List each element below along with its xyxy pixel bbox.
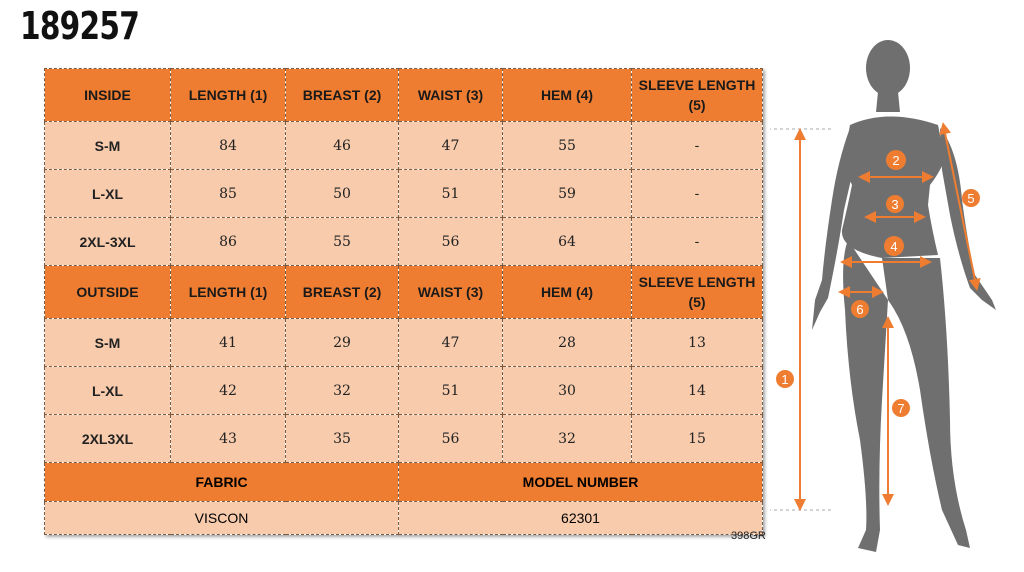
value-cell: 51 (399, 367, 503, 415)
fabric-value: VISCON (45, 502, 399, 535)
value-cell: - (632, 170, 763, 218)
value-cell: 32 (503, 415, 632, 463)
size-cell: S-M (45, 122, 171, 170)
header-cell: WAIST (3) (399, 266, 503, 319)
header-cell: INSIDE (45, 69, 171, 122)
marker-2 (886, 150, 906, 170)
svg-text:6: 6 (856, 302, 864, 317)
marker-1 (776, 370, 794, 388)
marker-5 (962, 189, 980, 207)
marker-7 (892, 399, 910, 417)
header-cell: LENGTH (1) (171, 266, 286, 319)
header-cell: SLEEVE LENGTH (5) (632, 69, 763, 122)
value-cell: 29 (286, 319, 399, 367)
value-cell: 46 (286, 122, 399, 170)
header-cell: BREAST (2) (286, 69, 399, 122)
measurement-figure (770, 0, 1024, 572)
value-cell: 59 (503, 170, 632, 218)
marker-3 (886, 195, 904, 213)
table-row (45, 122, 763, 170)
value-cell: - (632, 218, 763, 266)
header-cell: HEM (4) (503, 266, 632, 319)
value-cell: - (632, 122, 763, 170)
value-cell: 55 (503, 122, 632, 170)
value-cell: 85 (171, 170, 286, 218)
outside-header-row (45, 266, 763, 319)
svg-text:3: 3 (891, 197, 899, 212)
header-cell: WAIST (3) (399, 69, 503, 122)
header-cell: OUTSIDE (45, 266, 171, 319)
value-cell: 28 (503, 319, 632, 367)
value-cell: 47 (399, 319, 503, 367)
value-cell: 55 (286, 218, 399, 266)
footer-header-row (45, 463, 763, 502)
footer-value-row (45, 502, 763, 535)
value-cell: 56 (399, 415, 503, 463)
size-cell: S-M (45, 319, 171, 367)
marker-6 (851, 300, 869, 318)
table-row (45, 319, 763, 367)
svg-text:1: 1 (781, 372, 789, 387)
size-cell: L-XL (45, 170, 171, 218)
header-cell: HEM (4) (503, 69, 632, 122)
value-cell: 13 (632, 319, 763, 367)
header-cell: LENGTH (1) (171, 69, 286, 122)
value-cell: 51 (399, 170, 503, 218)
marker-4 (884, 236, 904, 256)
value-cell: 64 (503, 218, 632, 266)
svg-text:7: 7 (897, 401, 905, 416)
svg-text:5: 5 (967, 191, 975, 206)
value-cell: 15 (632, 415, 763, 463)
value-cell: 32 (286, 367, 399, 415)
table-row (45, 218, 763, 266)
value-cell: 41 (171, 319, 286, 367)
fabric-label: FABRIC (45, 463, 399, 502)
svg-text:4: 4 (890, 239, 898, 254)
value-cell: 86 (171, 218, 286, 266)
inside-header-row (45, 69, 763, 122)
size-chart-table (44, 68, 763, 535)
size-cell: 2XL-3XL (45, 218, 171, 266)
value-cell: 35 (286, 415, 399, 463)
sku-code: 398GR (731, 530, 766, 542)
header-cell: SLEEVE LENGTH (5) (632, 266, 763, 319)
value-cell: 47 (399, 122, 503, 170)
value-cell: 56 (399, 218, 503, 266)
size-cell: 2XL3XL (45, 415, 171, 463)
table-row (45, 367, 763, 415)
model-number-value: 62301 (399, 502, 763, 535)
value-cell: 43 (171, 415, 286, 463)
value-cell: 50 (286, 170, 399, 218)
svg-text:2: 2 (892, 153, 900, 168)
product-code: 189257 (20, 4, 140, 48)
woman-silhouette (812, 40, 996, 552)
table-row (45, 170, 763, 218)
model-number-label: MODEL NUMBER (399, 463, 763, 502)
value-cell: 42 (171, 367, 286, 415)
value-cell: 14 (632, 367, 763, 415)
value-cell: 84 (171, 122, 286, 170)
header-cell: BREAST (2) (286, 266, 399, 319)
value-cell: 30 (503, 367, 632, 415)
size-cell: L-XL (45, 367, 171, 415)
table-row (45, 415, 763, 463)
